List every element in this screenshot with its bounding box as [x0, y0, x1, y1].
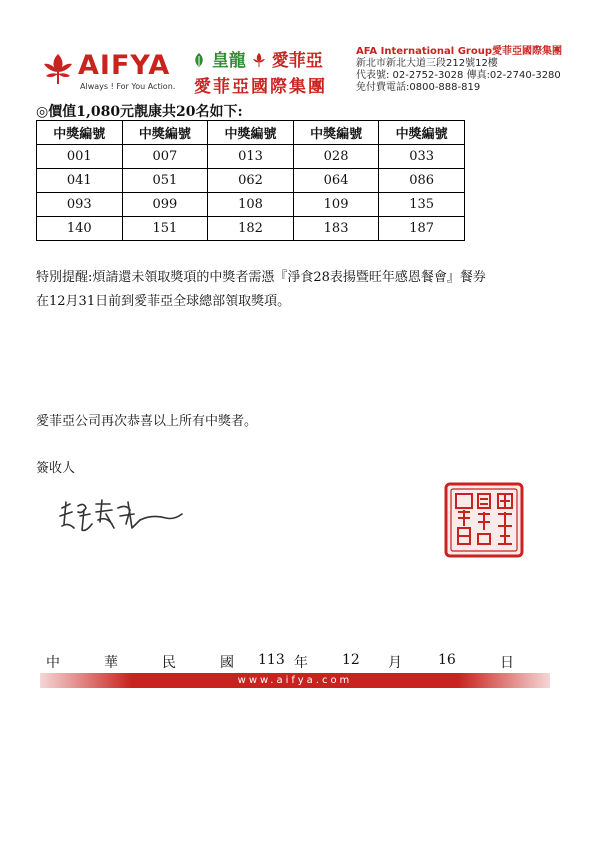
brand-aifeiya: 愛菲亞: [271, 51, 323, 71]
winner-number: 187: [379, 217, 465, 241]
contact-block: [356, 46, 562, 94]
winner-number: 007: [122, 145, 208, 169]
winner-number: 182: [208, 217, 294, 241]
company-seal: [444, 482, 524, 558]
footer-bar: [40, 673, 550, 688]
brand-logo: [192, 44, 342, 102]
green-leaf-icon: [192, 52, 206, 68]
winner-number: 151: [122, 217, 208, 241]
winner-number: 033: [379, 145, 465, 169]
date-char: 華: [104, 655, 118, 671]
table-row: [37, 193, 465, 217]
table-row: [37, 217, 465, 241]
winner-number: 001: [37, 145, 123, 169]
toll-free: 免付費電話:0800-888-819: [356, 82, 481, 93]
letterhead: [40, 44, 580, 102]
date-day-unit: 日: [500, 655, 514, 671]
aifya-flower-icon: [40, 50, 76, 86]
group-name: AFA International Group愛菲亞國際集團: [356, 46, 562, 57]
signer-label: 簽收人: [36, 461, 76, 476]
brand-huanglong: 皇龍: [211, 51, 246, 71]
column-header: 中獎編號: [37, 121, 123, 145]
reminder-text: 特別提醒:煩請還未領取獎項的中獎者需憑『淨食28表揚暨旺年感恩餐會』餐券在12月31日前到愛菲亞全球總部領取獎項。: [36, 270, 486, 309]
date-year-unit: 年: [294, 655, 308, 671]
column-header: 中獎編號: [293, 121, 379, 145]
date-char: 國: [220, 655, 234, 671]
date-char: 民: [162, 655, 176, 671]
winner-number: 064: [293, 169, 379, 193]
winner-number: 140: [37, 217, 123, 241]
column-header: 中獎編號: [208, 121, 294, 145]
table-header-row: [37, 121, 465, 145]
phone-fax: 代表號: 02-2752-3028 傳真:02-2740-3280: [356, 70, 561, 81]
winner-number: 183: [293, 217, 379, 241]
red-flower-icon: [252, 52, 266, 68]
winner-number: 093: [37, 193, 123, 217]
winner-number: 135: [379, 193, 465, 217]
winner-number: 099: [122, 193, 208, 217]
date-month-unit: 月: [388, 655, 402, 671]
brand-group-name: 愛菲亞國際集團: [194, 77, 327, 97]
winner-number: 086: [379, 169, 465, 193]
date-day: 16: [438, 652, 456, 668]
winner-number: 028: [293, 145, 379, 169]
prize-heading: ◎價值1,080元靚康共20名如下:: [36, 104, 243, 120]
winner-number: 062: [208, 169, 294, 193]
winner-number: 108: [208, 193, 294, 217]
winner-number: 109: [293, 193, 379, 217]
table-row: [37, 169, 465, 193]
date-year: 113: [258, 652, 285, 668]
table-row: [37, 145, 465, 169]
aifya-slogan: Always ! For You Action.: [80, 82, 176, 91]
congrats-text: 愛菲亞公司再次恭喜以上所有中獎者。: [36, 414, 258, 429]
date-month: 12: [342, 652, 360, 668]
footer-url: www.aifya.com: [237, 675, 353, 686]
handwritten-signature: [56, 494, 186, 538]
aifya-logo-text: AIFYA: [78, 50, 171, 81]
column-header: 中獎編號: [122, 121, 208, 145]
date-char: 中: [46, 655, 60, 671]
aifya-logo: [40, 48, 180, 96]
winners-table: [36, 120, 465, 241]
winner-number: 051: [122, 169, 208, 193]
winner-number: 013: [208, 145, 294, 169]
winner-number: 041: [37, 169, 123, 193]
column-header: 中獎編號: [379, 121, 465, 145]
address: 新北市新北大道三段212號12樓: [356, 58, 498, 69]
